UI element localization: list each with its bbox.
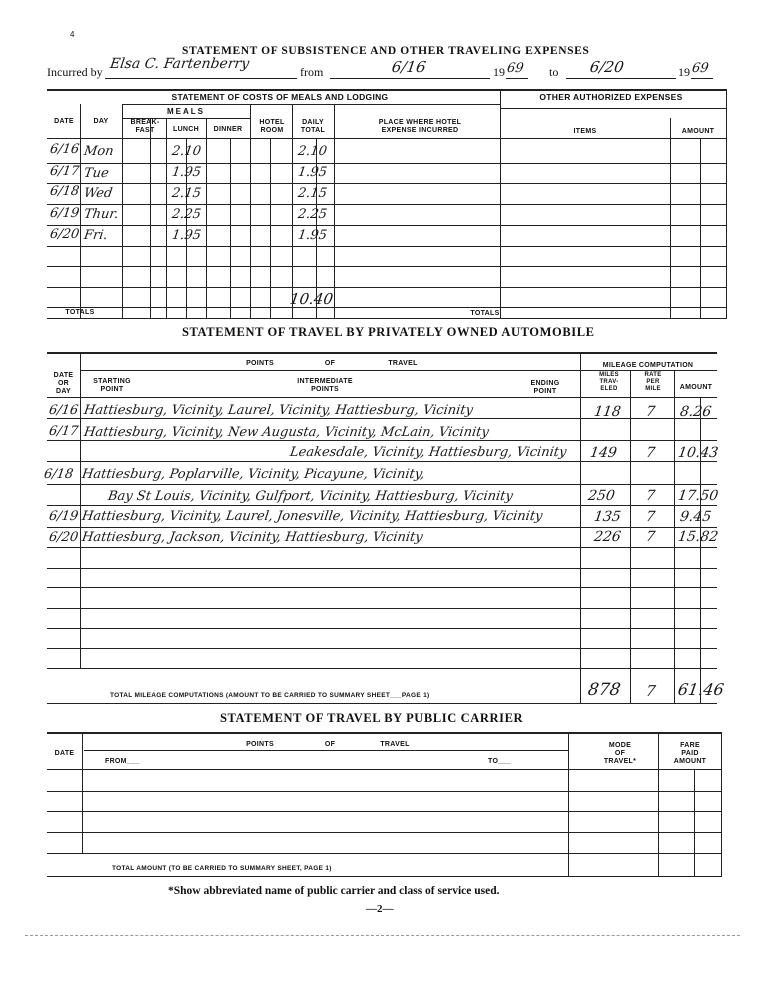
meal-row-day: Mon [82, 144, 115, 159]
public-points: TRAVEL [380, 741, 410, 748]
meal-row-daily: 2.15 [296, 186, 329, 201]
auto-row-amount: 10.43 [676, 445, 720, 461]
col-date: DATE [54, 118, 74, 125]
auto-points-of: TRAVEL [388, 360, 418, 367]
auto-row-date: 6/16 [47, 403, 80, 418]
public-total-label: TOTAL AMOUNT (TO BE CARRIED TO SUMMARY SHEET, PAGE 1) [112, 865, 332, 872]
from-label: from [300, 65, 324, 79]
year1-prefix: 19 [493, 65, 505, 79]
meal-row-date: 6/19 [48, 206, 81, 221]
page-marker: 4 [70, 30, 75, 39]
auto-row-date: 6/17 [47, 424, 80, 439]
meal-row-lunch: 1.95 [170, 165, 203, 180]
auto-total-rate: 7 [644, 682, 657, 700]
public-to-label: TO___ [488, 758, 511, 765]
incurred-by-label: Incurred by [47, 65, 103, 79]
meal-row-lunch: 2.10 [170, 144, 203, 159]
auto-col-ending: ENDING POINT [530, 380, 560, 395]
col-place: PLACE WHERE HOTEL EXPENSE INCURRED [378, 119, 462, 134]
meal-row-daily: 2.25 [296, 207, 329, 222]
mileage-header: MILEAGE COMPUTATION [602, 362, 694, 369]
meal-row-daily: 1.95 [296, 165, 329, 180]
col-breakfast: BREAK- FAST [130, 119, 160, 134]
auto-row-rate: 7 [644, 488, 657, 504]
meals-totals-label: TOTALS [65, 309, 95, 316]
footnote: *Show abbreviated name of public carrier and class of service used. [168, 885, 500, 897]
year1: 69 [505, 61, 525, 76]
auto-total-miles: 878 [586, 680, 622, 700]
incurred-name-underline [105, 78, 297, 79]
meals-section-title: STATEMENT OF COSTS OF MEALS AND LODGING [171, 92, 389, 102]
auto-row-route: Hattiesburg, Vicinity, New Augusta, Vicinity, McLain, Vicinity [82, 425, 490, 440]
col-items: ITEMS [573, 128, 597, 135]
auto-points-of: OF [324, 360, 336, 367]
meal-row-day: Tue [82, 166, 110, 181]
from-underline [330, 78, 490, 79]
auto-row-rate: 7 [644, 404, 657, 420]
col-lunch: LUNCH [173, 126, 199, 133]
meal-row-day: Thur. [82, 207, 120, 222]
year2-underline [691, 78, 713, 79]
auto-col-rate: RATE PER MILE [644, 372, 662, 392]
page-bottom-edge [25, 935, 740, 936]
auto-row-miles: 118 [592, 404, 622, 420]
col-daily-total: DAILY TOTAL [300, 119, 326, 134]
auto-row-amount: 17.50 [676, 488, 720, 504]
auto-col-start: STARTING POINT [93, 378, 131, 393]
auto-col-amount: AMOUNT [679, 384, 713, 391]
auto-row-route: Leakesdale, Vicinity, Hattiesburg, Vicinity [288, 445, 568, 460]
auto-total-amount: 61.46 [676, 680, 726, 699]
col-amount: AMOUNT [681, 128, 715, 135]
col-dinner: DINNER [213, 126, 243, 133]
auto-row-amount: 8.26 [678, 404, 713, 420]
auto-col-intermediate: INTERMEDIATE POINTS [297, 378, 353, 393]
col-day: DAY [93, 118, 109, 125]
public-points: POINTS [246, 741, 274, 748]
public-col-date: DATE [54, 750, 75, 757]
auto-row-route: Bay St Louis, Vicinity, Gulfport, Vicinity, Hattiesburg, Vicinity [106, 489, 514, 504]
meal-row-daily: 2.10 [296, 144, 329, 159]
auto-row-miles: 250 [586, 488, 616, 504]
auto-row-rate: 7 [644, 509, 657, 525]
auto-row-date: 6/18 [42, 467, 75, 482]
auto-row-route: Hattiesburg, Vicinity, Laurel, Jonesville, Vicinity, Hattiesburg, Vicinity [80, 509, 544, 524]
auto-points-of: POINTS [246, 360, 274, 367]
auto-total-label: TOTAL MILEAGE COMPUTATIONS (AMOUNT TO BE CARRIED TO SUMMARY SHEET___PAGE 1) [110, 692, 430, 699]
meal-row-lunch: 2.15 [170, 186, 203, 201]
meals-group-label: MEALS [167, 107, 205, 116]
auto-row-date: 6/19 [47, 509, 80, 524]
meal-row-day: Fri. [82, 228, 109, 243]
public-col-mode: MODE OF TRAVEL* [603, 742, 637, 765]
auto-section-title: STATEMENT OF TRAVEL BY PRIVATELY OWNED AUTOMOBILE [182, 325, 595, 339]
auto-row-route: Hattiesburg, Jackson, Vicinity, Hattiesburg, Vicinity [80, 530, 424, 545]
incurred-name: Elsa C. Fartenberry [108, 56, 251, 72]
year1-underline [506, 78, 528, 79]
to-underline [566, 78, 676, 79]
public-col-fare: FARE PAID AMOUNT [673, 742, 707, 765]
meals-totals-value: 10.40 [288, 290, 335, 308]
to-label: to [549, 65, 559, 79]
meal-row-lunch: 1.95 [170, 228, 203, 243]
to-date: 6/20 [588, 58, 625, 76]
meal-row-daily: 1.95 [296, 228, 329, 243]
other-totals-label: TOTALS [470, 310, 500, 317]
auto-row-miles: 226 [592, 529, 622, 545]
from-date: 6/16 [390, 58, 427, 76]
page-number: —2— [366, 903, 394, 915]
auto-row-miles: 149 [588, 445, 618, 461]
auto-row-amount: 15.82 [676, 529, 720, 545]
other-expenses-title: OTHER AUTHORIZED EXPENSES [539, 92, 683, 102]
meal-row-date: 6/18 [48, 184, 81, 199]
public-points: OF [324, 741, 336, 748]
public-section-title: STATEMENT OF TRAVEL BY PUBLIC CARRIER [220, 711, 524, 725]
auto-row-route: Hattiesburg, Poplarville, Vicinity, Picayune, Vicinity, [80, 467, 426, 482]
auto-row-rate: 7 [644, 445, 657, 461]
auto-row-rate: 7 [644, 529, 657, 545]
meal-row-date: 6/20 [48, 227, 81, 242]
auto-row-date: 6/20 [47, 530, 80, 545]
col-hotel-room: HOTEL ROOM [259, 119, 285, 134]
meal-row-day: Wed [82, 186, 114, 201]
meal-row-lunch: 2.25 [170, 207, 203, 222]
year2: 69 [690, 61, 710, 76]
year2-prefix: 19 [678, 65, 690, 79]
auto-row-amount: 9.45 [678, 509, 713, 525]
public-from-label: FROM___ [105, 758, 140, 765]
auto-col-miles: MILES TRAV- ELED [599, 372, 619, 392]
auto-row-miles: 135 [592, 509, 622, 525]
meal-row-date: 6/17 [48, 164, 81, 179]
form-title: STATEMENT OF SUBSISTENCE AND OTHER TRAVELING EXPENSES [182, 45, 590, 57]
meal-row-date: 6/16 [48, 142, 81, 157]
auto-row-route: Hattiesburg, Vicinity, Laurel, Vicinity, Hattiesburg, Vicinity [82, 403, 474, 418]
auto-col-date: DATE OR DAY [53, 372, 74, 395]
